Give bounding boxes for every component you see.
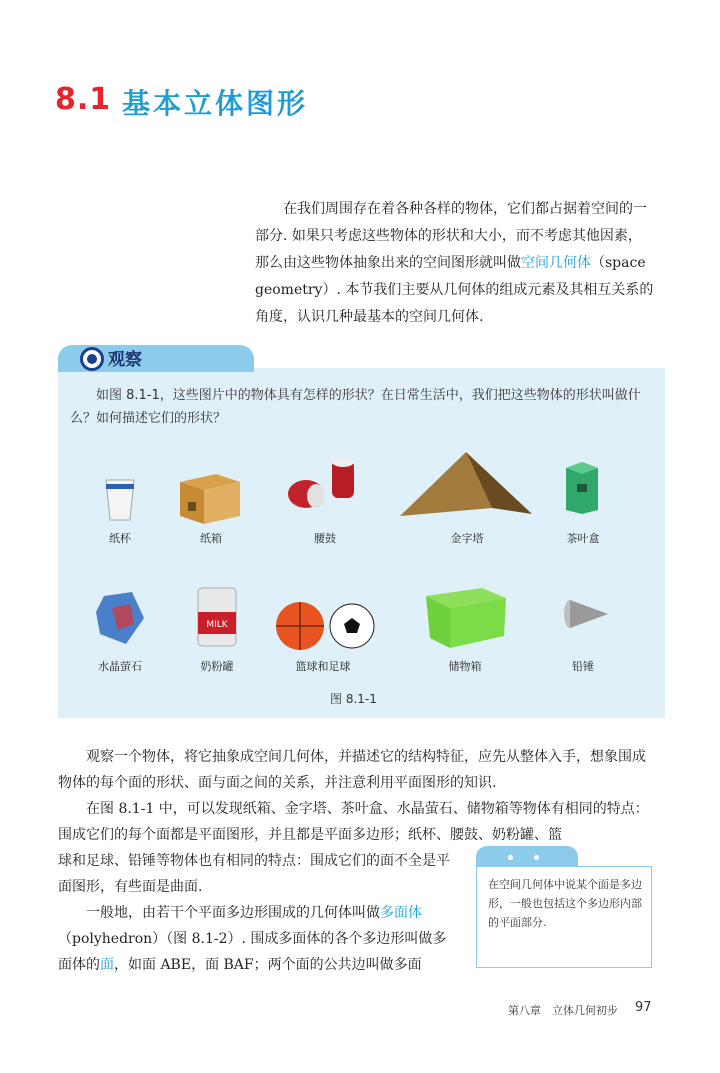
note-tab (476, 846, 578, 868)
label-plumb-bob: 铅锤 (572, 660, 594, 673)
note-dot-icon (534, 855, 539, 860)
label-waist-drum: 腰鼓 (314, 532, 336, 545)
note-dot-icon (508, 855, 513, 860)
observe-question: 如图 8.1-1，这些图片中的物体具有怎样的形状？在日常生活中，我们把这些物体的形状叫做什么？如何描述它们的形状？ (70, 388, 641, 426)
observe-label: 观察 (108, 350, 142, 370)
cardboard-box-icon (176, 468, 244, 526)
intro-paragraph (255, 196, 655, 331)
milk-can-icon (194, 582, 240, 650)
paper-cup-icon (100, 476, 140, 522)
section-number: 8.1 (55, 82, 112, 117)
waist-drum-icon (284, 452, 366, 516)
intro-text-1: 在我们周围存在着各种各样的物体，它们都占据着空间的一部分. 如果只考虑这些物体的形状和大小，而不考虑其他因素，那么由这些物体抽象出来的空间图形就叫做 (255, 201, 647, 271)
label-storage-box: 储物箱 (448, 660, 482, 673)
basketball-football-icon (274, 600, 378, 652)
body-paragraph-1: 观察一个物体，将它抽象成空间几何体，并描述它的结构特征，应先从整体入手，想象围成物体的每个面的形状、面与面之间的关系，并注意利用平面图形的知识. (58, 749, 646, 791)
fluorite-crystal-icon (92, 588, 148, 648)
tea-box-icon (562, 458, 602, 516)
page-number: 97 (635, 1000, 652, 1015)
label-tea-box: 茶叶盒 (566, 532, 600, 545)
milk-can-text: MILK (206, 620, 228, 630)
storage-box-icon (420, 582, 510, 652)
note-text: 在空间几何体中说某个面是多边形，一般也包括这个多边形内部的平面部分. (488, 878, 642, 929)
footer-chapter: 第八章 立体几何初步 (508, 1004, 618, 1017)
term-polyhedron: 多面体 (380, 905, 422, 921)
section-title: 基本立体图形 (122, 87, 309, 120)
figure-caption: 图 8.1-1 (330, 692, 377, 706)
body-paragraph-2b: 球和足球、铅锤等物体也有相同的特点：围成它们的面不全是平面图形，有些面是曲面. (58, 853, 450, 895)
pyramid-icon (396, 448, 536, 520)
intro-text-2: （space geometry）. 本节我们主要从几何体的组成元素及其相互关系的角度，认识几种最基本的空间几何体. (255, 255, 654, 325)
plumb-bob-icon (556, 596, 610, 634)
label-fluorite: 水晶萤石 (98, 660, 142, 673)
label-cardboard-box: 纸箱 (200, 532, 222, 545)
label-paper-cup: 纸杯 (109, 532, 131, 545)
term-space-geometry: 空间几何体 (521, 255, 591, 271)
label-balls: 篮球和足球 (295, 660, 351, 673)
label-pyramid: 金字塔 (450, 532, 484, 545)
label-milk-can: 奶粉罐 (200, 660, 234, 673)
body-paragraph-2: 在图 8.1-1 中，可以发现纸箱、金字塔、茶叶盒、水晶萤石、储物箱等物体有相同的特点：围成它们的每个面都是平面图形，并且都是平面多边形；纸杯、腰鼓、奶粉罐、篮 (58, 801, 649, 843)
body-paragraph-3: 一般地，由若干个平面多边形围成的几何体叫做多面体（polyhedron）（图 8.1-2）. 围成多面体的各个多边形叫做多面体的面，如面 ABE，面 BAF；两个面的公共边叫做多面 (58, 905, 447, 973)
term-face: 面 (100, 957, 114, 973)
observe-icon (80, 347, 104, 371)
